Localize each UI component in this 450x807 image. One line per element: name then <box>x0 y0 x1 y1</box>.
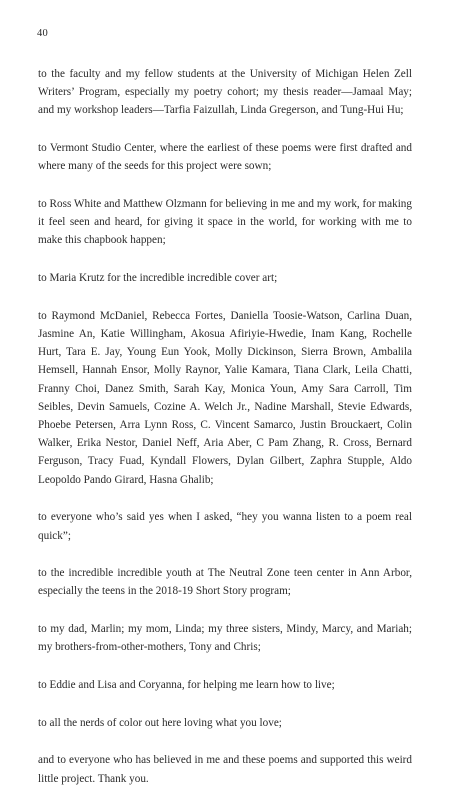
acknowledgment-paragraph-family: to my dad, Marlin; my mom, Linda; my three sisters, Mindy, Marcy, and Mariah; my brothers-from-other-mothers, Tony and Chris; <box>38 623 412 654</box>
acknowledgment-paragraph-youth: to the incredible incredible youth at The Neutral Zone teen center in Ann Arbor, especially the teens in the 2018-19 Short Story program; <box>38 567 412 598</box>
acknowledgment-paragraph-cover-art: to Maria Krutz for the incredible incredible cover art; <box>38 272 278 285</box>
acknowledgment-paragraph-listeners: to everyone who’s said yes when I asked, “hey you wanna listen to a poem real quick”; <box>38 511 412 542</box>
acknowledgments-body <box>38 65 412 807</box>
acknowledgment-paragraph-eddie-lisa: to Eddie and Lisa and Coryanna, for helping me learn how to live; <box>38 679 335 692</box>
acknowledgment-paragraph-faculty: to the faculty and my fellow students at the University of Michigan Helen Zell Writers’ Program, especially my poetry cohort; my thesis reader—Jamaal May; and my workshop leaders—Tarfia Faizullah, Linda Gregerson, and Tung-Hui Hu; <box>38 68 412 117</box>
acknowledgment-paragraph-editors: to Ross White and Matthew Olzmann for believing in me and my work, for making it feel seen and heard, for giving it space in the world, for working with me to make this chapbook happen; <box>38 198 412 247</box>
acknowledgment-paragraph-nerds: to all the nerds of color out here loving what you love; <box>38 716 282 729</box>
acknowledgment-paragraph-names: to Raymond McDaniel, Rebecca Fortes, Daniella Toosie-Watson, Carlina Duan, Jasmine An, Katie Willingham, Akosua Afiriyie-Hwedie, Inam Kang, Rochelle Hurt, Tara E. Jay, Young Eun Yook, Molly Dickinson, Sierra Brown, Ambalila Hemsell, Hannah Ensor, Molly Raynor, Yalie Kamara, Tiana Clark, Leila Chatti, Franny Choi, Danez Smith, Sarah Kay, Monica Youn, Amy Sara Carroll, Tim Seibles, Devin Samuels, Cozine A. Welch Jr., Nadine Marshall, Stevie Edwards, Phoebe Petersen, Arra Lynn Ross, C. Vincent Samarco, Justin Brouckaert, Colin Walker, Erika Nestor, Daniel Neff, Aria Aber, C Pam Zhang, R. Cross, Bernard Ferguson, Tracy Fuad, Kyndall Flowers, Dylan Gilbert, Zaphra Stupple, Aldo Leopoldo Pando Girard, Hasna Ghalib; <box>38 309 412 486</box>
acknowledgment-paragraph-vermont-studio: to Vermont Studio Center, where the earliest of these poems were first drafted and where many of the seeds for this project were sown; <box>38 142 412 173</box>
acknowledgment-paragraph-closing: and to everyone who has believed in me and these poems and supported this weird little project. Thank you. <box>38 754 412 785</box>
page-number: 40 <box>37 28 48 39</box>
